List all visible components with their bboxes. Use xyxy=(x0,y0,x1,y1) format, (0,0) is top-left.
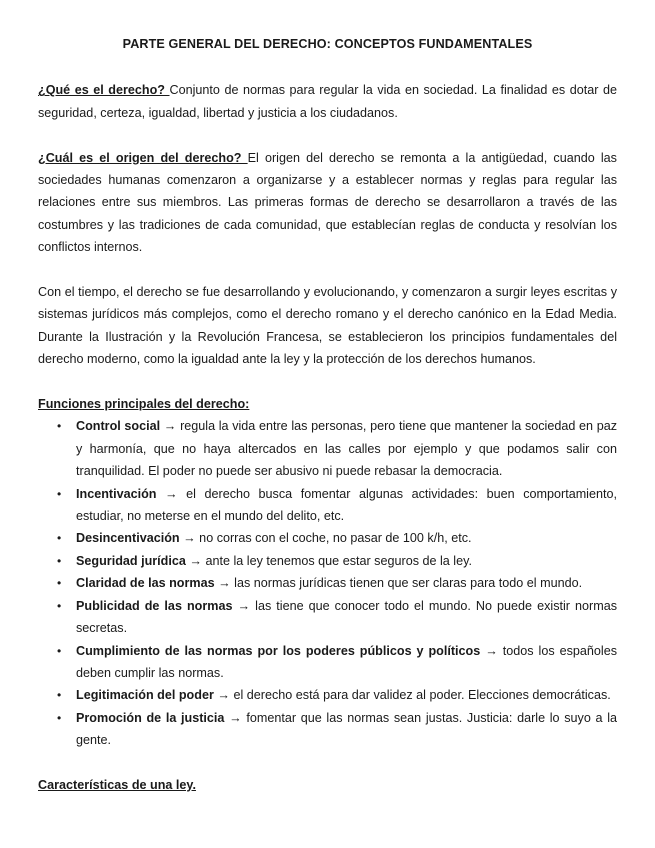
list-item xyxy=(38,415,617,482)
function-term: Incentivación xyxy=(76,486,157,501)
function-desc: → las tiene que conocer todo el mundo. No puede existir normas secretas. xyxy=(76,598,618,636)
heading-characteristics: Características de una ley. xyxy=(38,777,196,792)
function-desc: → todos los españoles deben cumplir las normas. xyxy=(76,643,617,680)
function-desc: → las normas jurídicas tienen que ser claras para todo el mundo. xyxy=(214,576,583,591)
bullet-icon: • xyxy=(57,688,62,703)
paragraph-origin-of-law xyxy=(38,147,617,259)
document-page xyxy=(38,33,617,796)
list-item xyxy=(38,527,617,549)
function-desc: → el derecho está para dar validez al poder. Elecciones democráticas. xyxy=(213,688,611,703)
heading-functions: Funciones principales del derecho: xyxy=(38,397,250,412)
functions-list xyxy=(38,415,617,751)
list-item xyxy=(38,595,617,640)
function-term: Desincentivación xyxy=(76,531,180,546)
function-term: Legitimación del poder xyxy=(76,688,214,703)
bullet-icon: • xyxy=(57,419,62,434)
function-desc: → ante la ley tenemos que estar seguros de la ley. xyxy=(185,553,472,568)
function-desc: → regula la vida entre las personas, pero tiene que mantener la sociedad en paz y harmonía, que no haya altercados en las calles por ejemplo y que podamos salir con tranquilidad. El poder no puede ser abusivo ni puede rebasar la democracia. xyxy=(76,419,618,479)
function-term: Cumplimiento de las normas por los poderes públicos y políticos xyxy=(76,643,481,658)
paragraph-evolution: Con el tiempo, el derecho se fue desarrollando y evolucionando, y comenzaron a surgir leyes escritas y sistemas jurídicos más complejos, como el derecho romano y el derecho canónico en la Edad Media. Durante la Ilustración y la Revolución Francesa, se establecieron los principios fundamentales del derecho moderno, como la igualdad ante la ley y la protección de los derechos humanos. xyxy=(38,285,617,367)
bullet-icon: • xyxy=(57,643,62,658)
text-origin-of-law: El origen del derecho se remonta a la antigüedad, cuando las sociedades humanas comenzaron a organizarse y a establecer normas y reglas para regular las relaciones entre sus miembros. Las primeras formas de derecho se desarrollaron a través de las costumbres y las tradiciones de cada comunidad, que establecían reglas de conducta y resolvían los conflictos internos. xyxy=(38,150,617,255)
bullet-icon: • xyxy=(57,486,62,501)
heading-origin-of-law: ¿Cuál es el origen del derecho? xyxy=(38,150,248,165)
function-desc: → no corras con el coche, no pasar de 100 k/h, etc. xyxy=(179,531,472,546)
paragraph-what-is-law xyxy=(38,79,617,124)
list-item xyxy=(38,684,617,706)
function-term: Promoción de la justicia xyxy=(76,710,225,725)
function-desc: → fomentar que las normas sean justas. Justicia: darle lo suyo a la gente. xyxy=(76,710,618,748)
function-term: Claridad de las normas xyxy=(76,576,215,591)
list-item xyxy=(38,707,617,752)
function-term: Publicidad de las normas xyxy=(76,598,233,613)
list-item xyxy=(38,483,617,528)
function-desc: → el derecho busca fomentar algunas actividades: buen comportamiento, estudiar, no meterse en el mundo del delito, etc. xyxy=(76,486,617,524)
text-what-is-law: Conjunto de normas para regular la vida en sociedad. La finalidad es dotar de seguridad, certeza, igualdad, libertad y justicia a los ciudadanos. xyxy=(38,83,617,120)
bullet-icon: • xyxy=(57,531,62,546)
bullet-icon: • xyxy=(57,710,62,725)
bullet-icon: • xyxy=(57,553,62,568)
list-item xyxy=(38,550,617,572)
bullet-icon: • xyxy=(57,576,62,591)
list-item xyxy=(38,640,617,685)
function-term: Seguridad jurídica xyxy=(76,553,186,568)
bullet-icon: • xyxy=(57,598,62,613)
list-item xyxy=(38,572,617,594)
page-title: PARTE GENERAL DEL DERECHO: CONCEPTOS FUNDAMENTALES xyxy=(122,37,533,51)
function-term: Control social xyxy=(76,419,161,434)
heading-what-is-law: ¿Qué es el derecho? xyxy=(38,83,170,98)
